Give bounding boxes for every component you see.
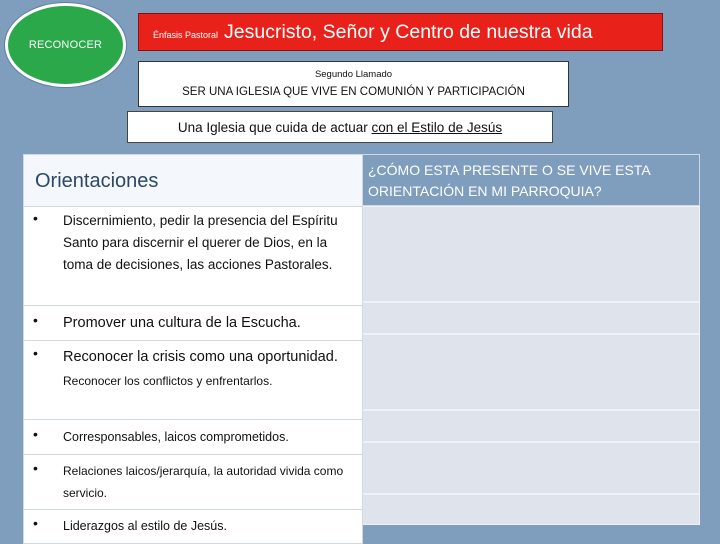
table-row <box>24 510 363 544</box>
answer-header-cell <box>362 154 700 206</box>
badge-label: RECONOCER <box>28 39 103 51</box>
title-banner <box>138 13 663 51</box>
answer-cell-5[interactable] <box>362 442 700 494</box>
main-title: Jesucristo, Señor y Centro de nuestra vida <box>224 20 593 43</box>
item-1-rest: pedir la presencia del Espíritu Santo para discernir el querer de Dios, en la toma de decisiones, las acciones Pastorales. <box>63 213 338 272</box>
item-2-end: . <box>296 315 301 331</box>
answer-cell-2[interactable] <box>362 302 700 334</box>
answer-cell-3[interactable] <box>362 334 700 410</box>
orientaciones-header <box>24 155 363 207</box>
bullet-icon: • <box>33 210 38 226</box>
subtitle-prefix: Una Iglesia que cuida de actuar <box>177 119 372 135</box>
llamado-box <box>138 61 569 107</box>
item-4-rest: laicos comprometidos. <box>160 430 289 444</box>
orientaciones-title: Orientaciones <box>35 170 159 192</box>
answer-cell-6[interactable] <box>362 494 700 525</box>
table-row <box>24 207 363 306</box>
item-5-lead: Relaciones laicos/jerarquía, <box>63 464 214 478</box>
item-3-lead: Reconocer la crisis como una oportunidad. <box>63 349 338 365</box>
table-row <box>24 306 363 341</box>
bullet-icon: • <box>33 345 38 361</box>
bullet-icon: • <box>33 426 38 442</box>
question-heading: ¿CÓMO ESTA PRESENTE O SE VIVE ESTA ORIENTACIÓN EN MI PARROQUIA? <box>368 162 650 199</box>
bullet-icon: • <box>33 460 38 476</box>
item-4-lead: Corresponsables, <box>63 430 161 444</box>
reconocer-badge <box>5 3 126 87</box>
subtitle-underlined: con el Estilo de Jesús <box>371 119 503 135</box>
table-row <box>24 341 363 420</box>
subtitle-box <box>127 111 553 143</box>
item-2-lead: Promover una <box>63 315 159 331</box>
orientaciones-table <box>23 154 363 544</box>
item-5-rest: la autoridad vivida como servicio. <box>63 464 344 500</box>
enfasis-label: Énfasis Pastoral <box>153 30 219 40</box>
bullet-icon: • <box>33 312 38 328</box>
item-1-lead: Discernimiento, <box>63 213 157 228</box>
answer-grid <box>362 154 700 525</box>
table-row <box>24 420 363 455</box>
llamado-text: SER UNA IGLESIA QUE VIVE EN COMUNIÓN Y PARTICIPACIÓN <box>182 86 525 98</box>
item-6-text: Liderazgos al estilo de Jesús. <box>63 519 227 533</box>
item-2-emph: cultura de la Escucha <box>158 315 297 331</box>
llamado-label: Segundo Llamado <box>314 69 393 80</box>
answer-cell-1[interactable] <box>362 206 700 302</box>
answer-cell-4[interactable] <box>362 410 700 442</box>
item-3-rest: Reconocer los conflictos y enfrentarlos. <box>63 374 273 388</box>
bullet-icon: • <box>33 515 38 531</box>
table-row <box>24 455 363 510</box>
